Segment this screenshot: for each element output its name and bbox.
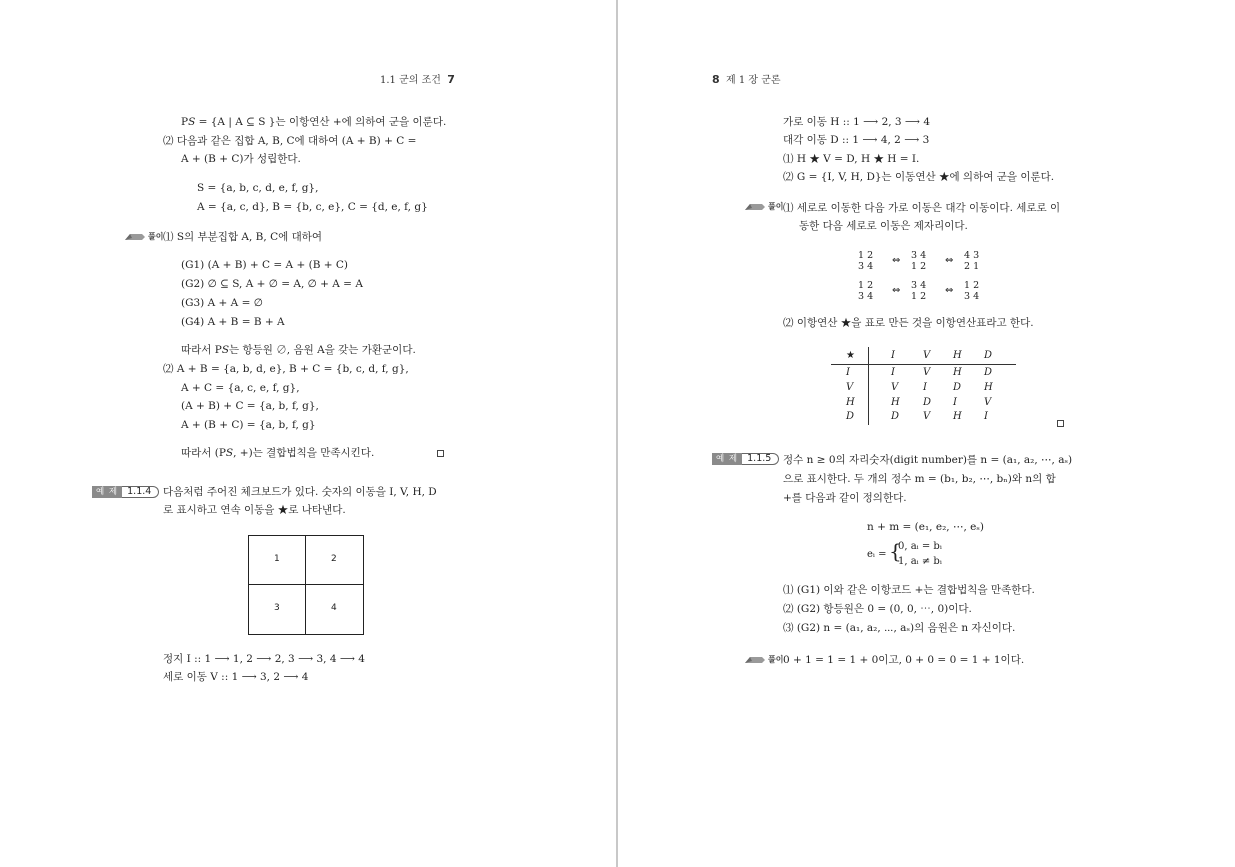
equivalence-arrow: ⇔ (945, 255, 954, 266)
matrix-row: 1 2 (858, 250, 874, 261)
page-number: 7 (447, 73, 455, 86)
text-line: 가로 이동 H :: 1 ⟶ 2, 3 ⟶ 4 (783, 116, 931, 128)
text-line: ⑶ (G2) n = (a₁, a₂, ⋯, aₛ)의 음원은 n 자신이다. (783, 622, 1016, 634)
table-cell: V (923, 367, 931, 378)
text-line: 동한 다음 세로로 이동은 제자리이다. (799, 220, 968, 232)
table-header-cell: D (984, 350, 993, 361)
table-cell: V (984, 397, 992, 408)
solution-marker (744, 201, 783, 212)
text-line: ⑴ (G1) 이와 같은 이항코드 +는 결합법칙을 만족한다. (783, 584, 1035, 596)
solution-marker (744, 654, 783, 665)
right-page (618, 0, 1235, 867)
math-line: ⑴ H ★ V = D, H ★ H = I. (783, 153, 920, 165)
brace: { (889, 539, 902, 563)
math-line: A + (B + C) = {a, b, f, g} (181, 419, 316, 431)
example-tag: 예 제 (712, 453, 742, 465)
example-badge (712, 453, 779, 465)
piecewise-case: 1, aᵢ ≠ bᵢ (898, 556, 942, 567)
matrix-row: 1 2 (911, 261, 927, 272)
text-line: 정지 I :: 1 ⟶ 1, 2 ⟶ 2, 3 ⟶ 3, 4 ⟶ 4 (163, 653, 365, 665)
text-line: P𝑆 = {A | A ⊆ S }는 이항연산 +에 의하여 군을 이룬다. (181, 116, 447, 128)
table-cell: V (923, 411, 931, 422)
text-line: ⑵ 다음과 같은 집합 A, B, C에 대하여 (A + B) + C = (163, 135, 417, 147)
text-line: +를 다음과 같이 정의한다. (783, 492, 907, 504)
table-header-cell: I (891, 350, 895, 361)
math-line: A + C = {a, c, e, f, g}, (181, 382, 300, 394)
pencil-icon (124, 232, 146, 242)
board-cell: 1 (274, 554, 280, 564)
matrix (964, 250, 979, 272)
text-line: 로 표시하고 연속 이동을 ★로 나타낸다. (163, 504, 346, 516)
example-tag: 예 제 (92, 486, 122, 498)
table-cell: D (984, 367, 993, 378)
matrix-row: 4 3 (964, 250, 980, 261)
running-head (380, 71, 455, 86)
table-header-cell: V (923, 350, 931, 361)
matrix-row: 3 4 (858, 291, 874, 302)
text-line: 정수 n ≥ 0의 자리숫자(digit number)를 n = (a₁, a₂, ⋯, aₛ) (783, 454, 1073, 466)
table-cell: H (953, 411, 962, 422)
math-line: A = {a, c, d}, B = {b, c, e}, C = {d, e, f, g} (197, 201, 428, 213)
table-cell: V (846, 382, 854, 393)
text-line: ⑵ 이항연산 ★을 표로 만든 것을 이항연산표라고 한다. (783, 317, 1034, 329)
solution-marker (124, 231, 163, 242)
matrix (911, 250, 926, 272)
table-rule (868, 347, 869, 425)
table-header-cell: ★ (846, 350, 855, 361)
table-cell: H (984, 382, 993, 393)
table-cell: I (984, 411, 988, 422)
math-line: (G4) A + B = B + A (181, 316, 285, 328)
matrix-row: 1 2 (964, 280, 980, 291)
operation-table (831, 347, 1016, 425)
running-head (712, 71, 781, 86)
pencil-icon (744, 655, 766, 665)
math-line: (G3) A + A = ∅ (181, 297, 263, 309)
text-line: ⑵ (G2) 항등원은 0 = (0, 0, ⋯, 0)이다. (783, 603, 972, 615)
table-cell: D (891, 411, 900, 422)
piecewise-lhs: eᵢ = (867, 549, 887, 560)
text-line: A + (B + C)가 성립한다. (181, 153, 301, 165)
table-cell: D (846, 411, 855, 422)
text-line: 다음처럼 주어진 체크보드가 있다. 숫자의 이동을 I, V, H, D (163, 486, 437, 498)
board-cell: 2 (331, 554, 337, 564)
checkerboard (248, 535, 364, 635)
matrix-row: 1 2 (858, 280, 874, 291)
text-line: 따라서 P𝑆는 항등원 ∅, 음원 A을 갖는 가환군이다. (181, 344, 416, 356)
text-line: ⑴ 세로로 이동한 다음 가로 이동은 대각 이동이다. 세로로 이 (783, 202, 1061, 214)
example-badge (92, 486, 159, 498)
table-cell: D (953, 382, 962, 393)
equivalence-arrow: ⇔ (945, 285, 954, 296)
solution-label: 풀이 (148, 232, 164, 241)
table-cell: H (953, 367, 962, 378)
text-line: 세로 이동 V :: 1 ⟶ 3, 2 ⟶ 4 (163, 671, 309, 683)
table-cell: I (891, 367, 895, 378)
matrix-row: 3 4 (964, 291, 980, 302)
equivalence-arrow: ⇔ (892, 285, 901, 296)
table-cell: H (846, 397, 855, 408)
running-head-text: 제 1 장 군론 (726, 75, 781, 86)
table-cell: I (923, 382, 927, 393)
table-cell: H (891, 397, 900, 408)
table-rule (831, 364, 1016, 365)
text-line: 따라서 (P𝑆, +)는 결합법칙을 만족시킨다. (181, 447, 375, 459)
pencil-icon (744, 202, 766, 212)
piecewise-case: 0, aᵢ = bᵢ (898, 541, 942, 552)
left-page (0, 0, 616, 867)
matrix (858, 250, 873, 272)
board-cell: 3 (274, 603, 280, 613)
board-divider (249, 584, 363, 585)
board-cell: 4 (331, 603, 337, 613)
matrix-row: 3 4 (858, 261, 874, 272)
text-line: 으로 표시한다. 두 개의 정수 m = (b₁, b₂, ⋯, bₙ)와 n의 합 (783, 473, 1056, 485)
matrix-row: 1 2 (911, 291, 927, 302)
matrix-row: 3 4 (911, 280, 927, 291)
text-line: ⑴ S의 부분집합 A, B, C에 대하여 (163, 231, 323, 243)
running-head-text: 1.1 군의 조건 (380, 75, 441, 86)
math-line: S = {a, b, c, d, e, f, g}, (197, 182, 319, 194)
text-line: 대각 이동 D :: 1 ⟶ 4, 2 ⟶ 3 (783, 134, 930, 146)
board-divider (305, 536, 306, 634)
table-cell: I (953, 397, 957, 408)
matrix-row: 3 4 (911, 250, 927, 261)
text-line: 0 + 1 = 1 = 1 + 0이고, 0 + 0 = 0 = 1 + 1이다. (783, 654, 1025, 666)
table-cell: V (891, 382, 899, 393)
matrix-row: 2 1 (964, 261, 980, 272)
equivalence-arrow: ⇔ (892, 255, 901, 266)
matrix (911, 280, 926, 302)
math-line: (G1) (A + B) + C = A + (B + C) (181, 259, 349, 271)
table-cell: I (846, 367, 850, 378)
math-line: n + m = (e₁, e₂, ⋯, eₛ) (867, 521, 984, 533)
matrix (964, 280, 979, 302)
math-line: ⑵ A + B = {a, b, d, e}, B + C = {b, c, d, f, g}, (163, 363, 409, 375)
table-cell: D (923, 397, 932, 408)
page-number: 8 (712, 73, 720, 86)
example-code: 1.1.5 (742, 453, 779, 465)
example-code: 1.1.4 (122, 486, 159, 498)
matrix (858, 280, 873, 302)
math-line: (A + B) + C = {a, b, f, g}, (181, 400, 319, 412)
solution-label: 풀이 (768, 655, 784, 664)
math-line: (G2) ∅ ⊆ S, A + ∅ = A, ∅ + A = A (181, 278, 363, 290)
text-line: ⑵ G = {I, V, H, D}는 이동연산 ★에 의하여 군을 이룬다. (783, 171, 1055, 183)
solution-label: 풀이 (768, 202, 784, 211)
qed-box (1057, 420, 1064, 427)
qed-box (437, 450, 444, 457)
table-header-cell: H (953, 350, 962, 361)
